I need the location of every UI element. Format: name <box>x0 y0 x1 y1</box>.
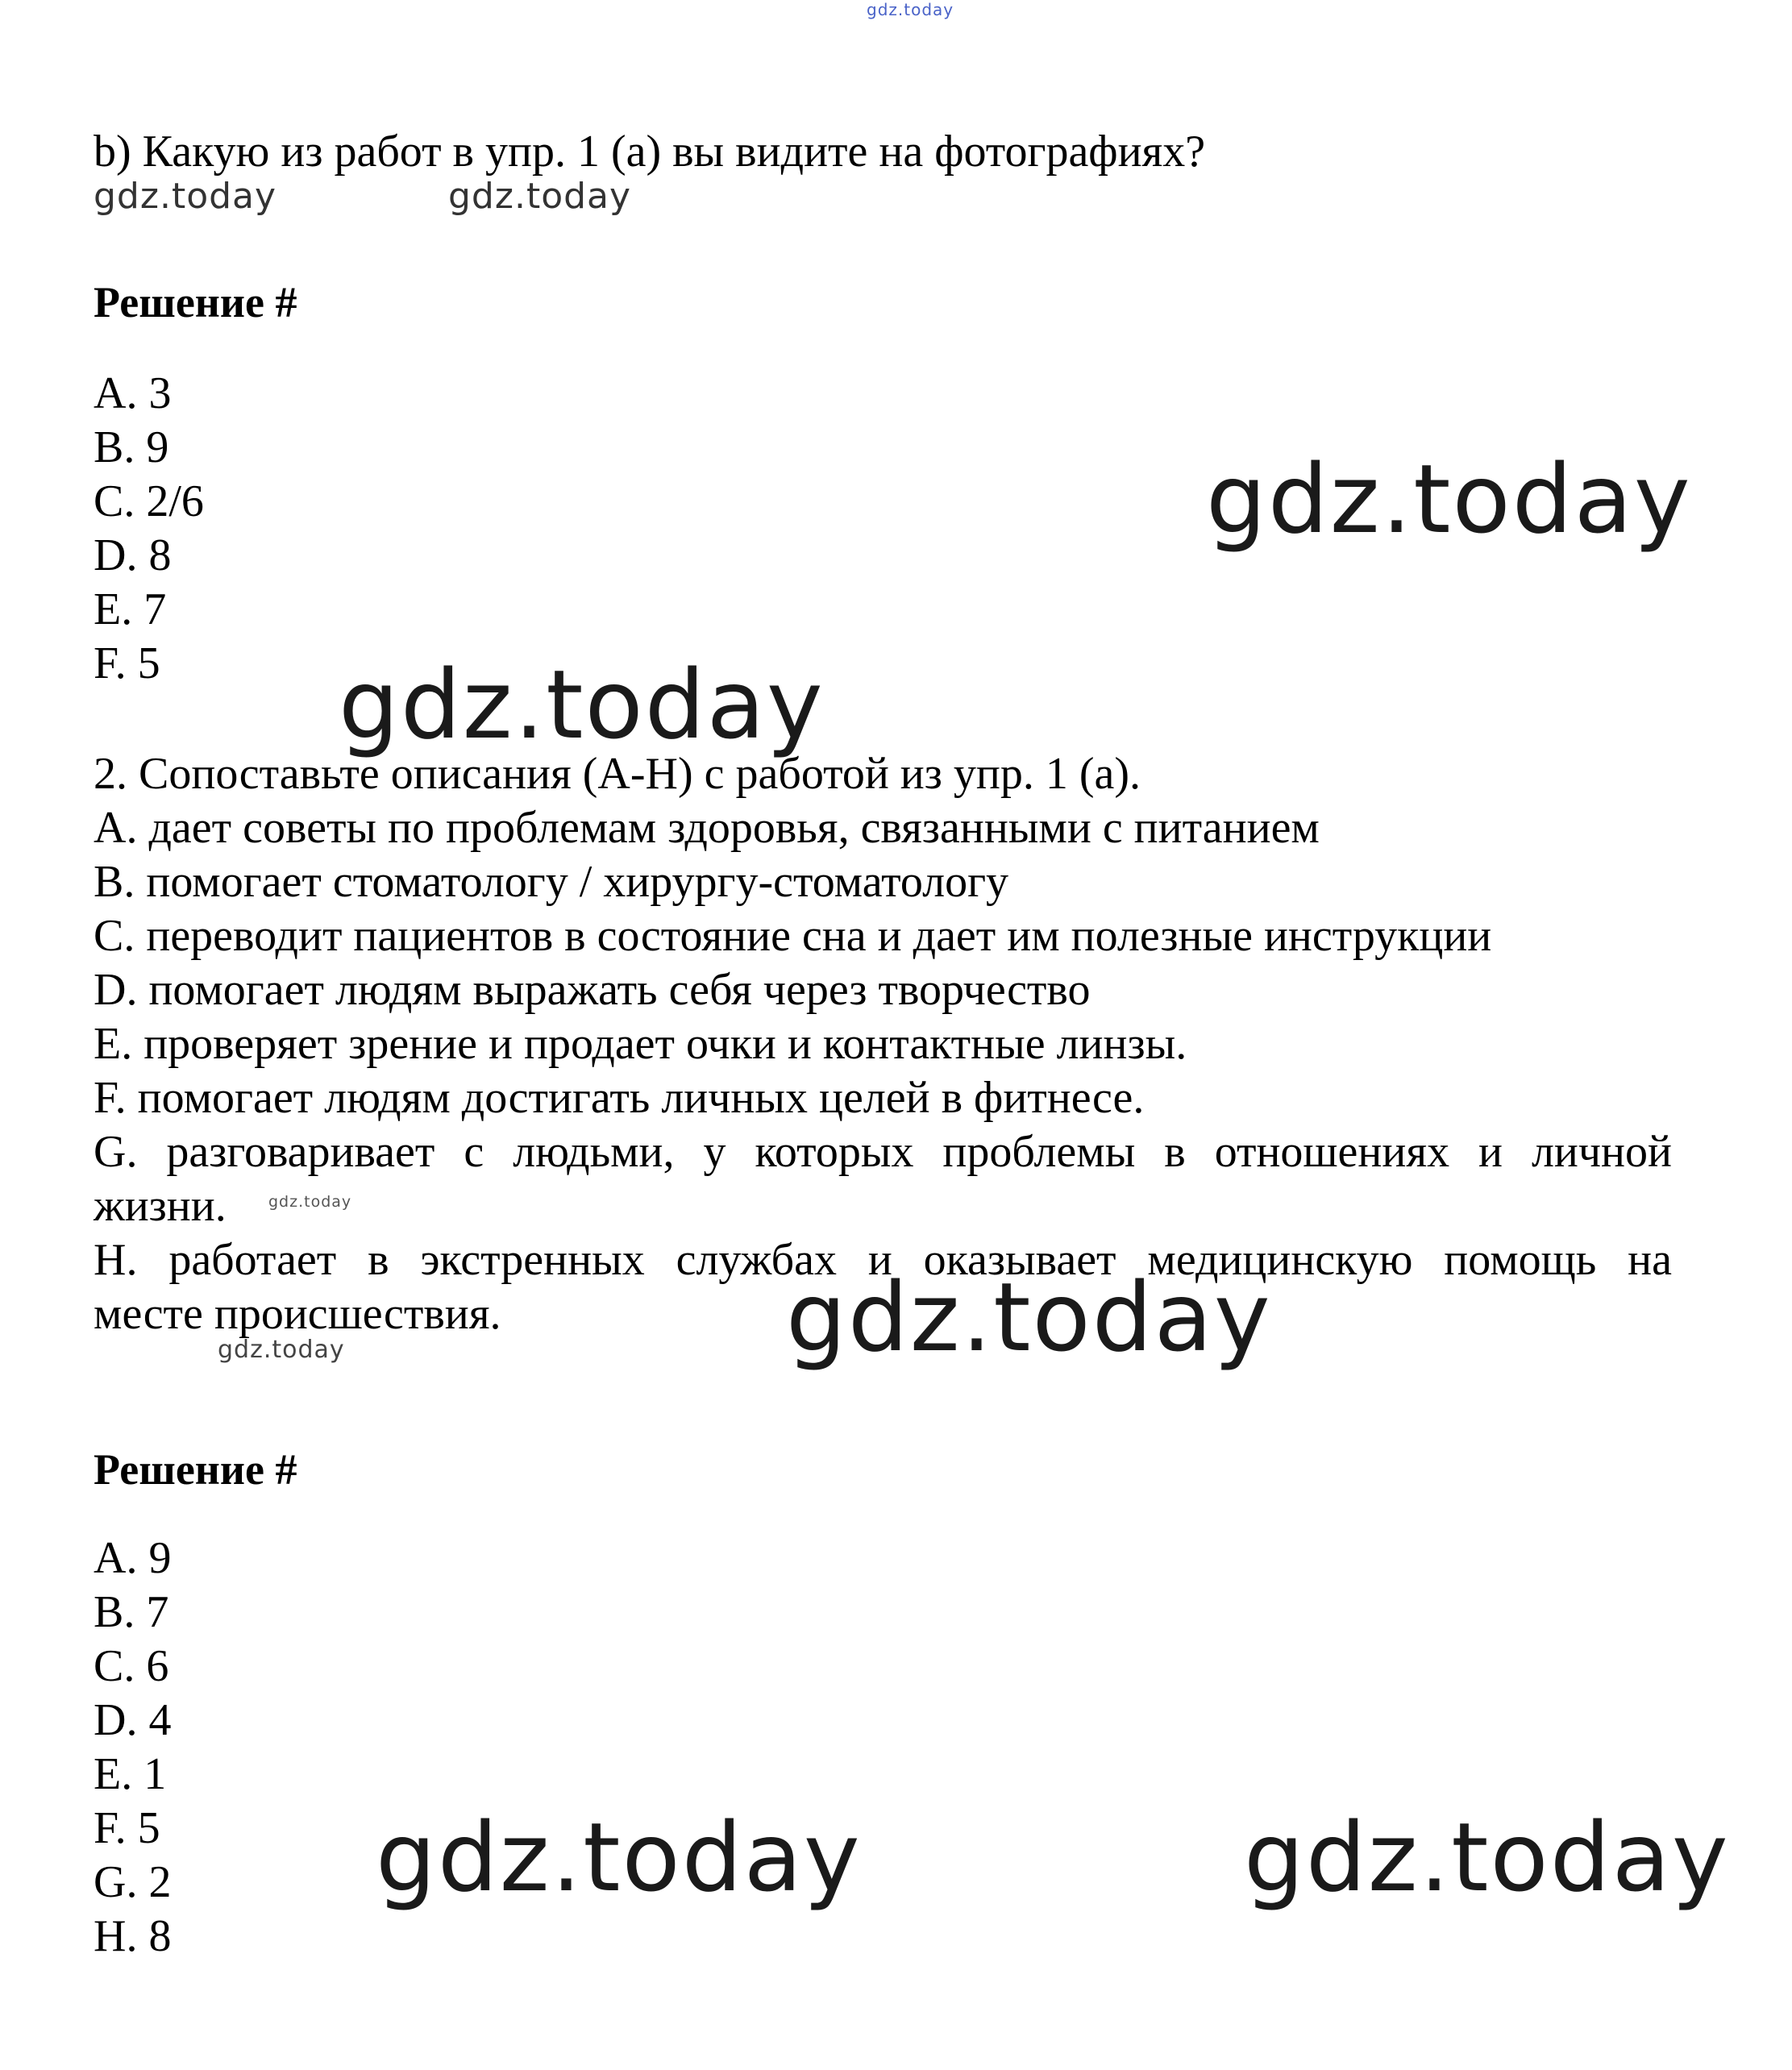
answer-item: B. 9 <box>94 422 169 472</box>
description-item: A. дает советы по проблемам здоровья, связанными с питанием <box>94 803 1320 853</box>
answer-item: F. 5 <box>94 638 160 688</box>
watermark-large-3: gdz.today <box>786 1262 1272 1373</box>
answer-item: B. 7 <box>94 1587 169 1637</box>
answer-item: F. 5 <box>94 1803 160 1853</box>
answer-item: C. 2/6 <box>94 476 204 526</box>
answer-item: C. 6 <box>94 1641 169 1691</box>
description-item: H. работает в экстренных службах и оказывает медицинскую помощь на <box>94 1235 1672 1285</box>
solution-heading-1: Решение # <box>94 278 297 326</box>
watermark-large-5: gdz.today <box>1244 1802 1730 1913</box>
answer-item: H. 8 <box>94 1911 172 1961</box>
watermark-large-2: gdz.today <box>339 649 825 760</box>
description-item: D. помогает людям выражать себя через творчество <box>94 965 1091 1015</box>
answer-item: G. 2 <box>94 1857 172 1907</box>
description-item: G. разговаривает с людьми, у которых проблемы в отношениях и личной <box>94 1127 1672 1177</box>
watermark-large-1: gdz.today <box>1206 443 1692 555</box>
top-watermark: gdz.today <box>867 0 954 19</box>
answer-item: D. 8 <box>94 530 172 580</box>
watermark-large-4: gdz.today <box>376 1802 862 1913</box>
watermark-tiny: gdz.today <box>268 1193 352 1211</box>
answer-item: D. 4 <box>94 1695 172 1745</box>
description-item-continued: месте происшествия. <box>94 1289 501 1339</box>
answer-item: E. 1 <box>94 1749 167 1799</box>
question-b: b) Какую из работ в упр. 1 (а) вы видите на фотографиях? <box>94 127 1206 177</box>
answer-item: E. 7 <box>94 584 167 634</box>
watermark-small-1: gdz.today <box>94 176 277 217</box>
description-item: C. переводит пациентов в состояние сна и дает им полезные инструкции <box>94 911 1492 961</box>
description-item: E. проверяет зрение и продает очки и контактные линзы. <box>94 1019 1187 1069</box>
description-item-continued: жизни. <box>94 1181 227 1231</box>
description-item: B. помогает стоматологу / хирургу-стоматологу <box>94 857 1009 907</box>
watermark-small-3: gdz.today <box>218 1336 345 1364</box>
description-item: F. помогает людям достигать личных целей в фитнесе. <box>94 1073 1145 1123</box>
answer-item: A. 9 <box>94 1533 172 1583</box>
watermark-small-2: gdz.today <box>448 176 632 217</box>
solution-heading-2: Решение # <box>94 1445 297 1494</box>
question-2: 2. Сопоставьте описания (A-H) с работой из упр. 1 (а). <box>94 749 1141 799</box>
answer-item: A. 3 <box>94 368 172 418</box>
